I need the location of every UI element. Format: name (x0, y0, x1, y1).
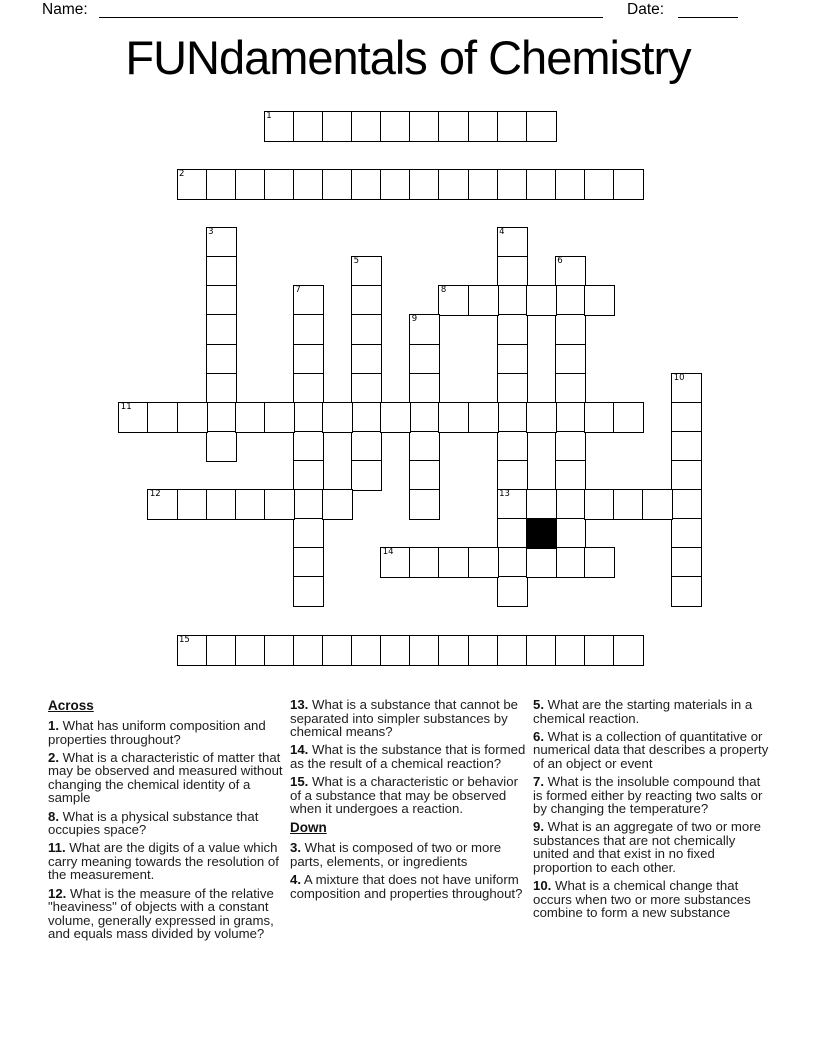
grid-cell[interactable] (206, 256, 237, 287)
grid-cell[interactable] (555, 344, 586, 375)
grid-cell[interactable] (235, 635, 266, 666)
clue-number: 5. (533, 697, 544, 712)
clue-number: 9. (533, 819, 544, 835)
grid-cell[interactable] (671, 518, 702, 549)
grid-cell[interactable] (555, 169, 586, 200)
cell-number: 3 (208, 227, 214, 238)
grid-cell[interactable] (351, 402, 382, 433)
grid-cell[interactable] (526, 285, 557, 316)
grid-cell[interactable] (380, 547, 411, 578)
clue-number: 6. (533, 728, 544, 744)
grid-cell[interactable] (351, 256, 382, 287)
clue-number: 8. (48, 808, 59, 824)
grid-cell[interactable] (409, 460, 440, 491)
grid-cell[interactable] (147, 402, 178, 433)
clue-number: 13. (290, 697, 309, 712)
cell-number: 10 (673, 372, 685, 383)
clue-item: 13. What is a substance that cannot be separated into simpler substances by chemical means? (290, 697, 519, 740)
grid-cell[interactable] (671, 431, 702, 462)
grid-cell[interactable] (293, 169, 324, 200)
grid-cell[interactable] (177, 402, 208, 433)
grid-cell[interactable] (438, 111, 469, 142)
cell-number: 14 (382, 547, 394, 558)
grid-cell[interactable] (409, 431, 440, 462)
grid-cell[interactable] (206, 314, 237, 345)
grid-cell[interactable] (497, 169, 528, 200)
grid-cell[interactable] (206, 344, 237, 375)
clue-number: 4. (290, 871, 301, 887)
puzzle-title: FUNdamentals of Chemistry (125, 31, 691, 84)
grid-cell[interactable] (206, 169, 237, 200)
grid-cell[interactable] (497, 489, 528, 520)
cell-number: 4 (499, 227, 505, 238)
grid-cell[interactable] (584, 547, 615, 578)
grid-cell[interactable] (177, 169, 208, 200)
grid-cell[interactable] (293, 314, 324, 345)
clue-number: 11. (48, 840, 66, 856)
grid-cell[interactable] (468, 111, 499, 142)
grid-cell[interactable] (555, 256, 586, 287)
grid-cell[interactable] (409, 169, 440, 200)
cell-number: 11 (120, 401, 132, 412)
clue-number: 10. (533, 878, 552, 894)
clues-heading-down: Down (290, 820, 327, 836)
grid-cell[interactable] (293, 547, 324, 578)
cell-number: 2 (179, 168, 185, 179)
grid-cell[interactable] (264, 402, 295, 433)
grid-cell[interactable] (351, 169, 382, 200)
grid-cell[interactable] (613, 169, 644, 200)
clue-number: 2. (48, 749, 59, 765)
grid-cell[interactable] (497, 576, 528, 607)
grid-cell[interactable] (438, 547, 469, 578)
grid-cell[interactable] (497, 547, 528, 578)
cell-number: 13 (499, 489, 510, 499)
grid-cell[interactable] (526, 635, 557, 666)
grid-cell[interactable] (264, 111, 295, 142)
clues-column-2 (290, 698, 531, 905)
grid-cell[interactable] (468, 285, 499, 316)
grid-cell[interactable] (497, 256, 528, 287)
grid-cell[interactable] (293, 460, 324, 491)
grid-cell[interactable] (293, 402, 324, 433)
grid-cell[interactable] (555, 373, 586, 404)
grid-cell[interactable] (206, 285, 237, 316)
clue-item: 14. What is the substance that is formed as the result of a chemical reaction? (290, 742, 526, 771)
grid-cell[interactable] (206, 227, 237, 258)
black-cell (526, 518, 557, 549)
grid-cell[interactable] (322, 169, 353, 200)
grid-cell[interactable] (584, 489, 615, 520)
grid-cell[interactable] (584, 169, 615, 200)
clue-number: 12. (48, 885, 67, 901)
grid-cell[interactable] (322, 489, 353, 520)
grid-cell[interactable] (409, 373, 440, 404)
clue-number: 7. (533, 773, 544, 789)
grid-cell[interactable] (293, 285, 324, 316)
clue-number: 14. (290, 742, 309, 758)
grid-cell[interactable] (380, 635, 411, 666)
grid-cell[interactable] (468, 169, 499, 200)
grid-cell[interactable] (293, 518, 324, 549)
grid-cell[interactable] (409, 402, 440, 433)
grid-cell[interactable] (380, 402, 411, 433)
grid-cell[interactable] (497, 460, 528, 491)
grid-cell[interactable] (351, 431, 382, 462)
grid-cell[interactable] (351, 111, 382, 142)
grid-cell[interactable] (351, 285, 382, 316)
clues-column-3 (533, 698, 772, 924)
grid-cell[interactable] (351, 344, 382, 375)
grid-cell[interactable] (526, 111, 557, 142)
grid-cell[interactable] (235, 169, 266, 200)
grid-cell[interactable] (555, 460, 586, 491)
clue-item: 5. What are the starting materials in a chemical reaction. (533, 697, 753, 726)
grid-cell[interactable] (497, 431, 528, 462)
grid-cell[interactable] (293, 111, 324, 142)
cell-number: 7 (295, 285, 301, 296)
grid-cell[interactable] (438, 635, 469, 666)
grid-cell[interactable] (147, 489, 178, 520)
grid-cell[interactable] (468, 547, 499, 578)
grid-cell[interactable] (206, 635, 237, 666)
grid-cell[interactable] (555, 285, 586, 316)
grid-cell[interactable] (497, 314, 528, 345)
clue-number: 1. (48, 718, 59, 733)
clue-item: 15. What is a characteristic or behavior of a substance that may be observed when it undergoes a reaction. (290, 773, 518, 817)
clues-heading-across: Across (48, 698, 94, 713)
grid-cell[interactable] (555, 635, 586, 666)
grid-cell[interactable] (584, 635, 615, 666)
grid-cell[interactable] (671, 547, 702, 578)
grid-cell[interactable] (555, 402, 586, 433)
grid-cell[interactable] (671, 460, 702, 491)
grid-cell[interactable] (497, 227, 528, 258)
grid-cell[interactable] (206, 431, 237, 462)
grid-cell[interactable] (526, 402, 557, 433)
grid-cell[interactable] (555, 489, 586, 520)
grid-cell[interactable] (526, 169, 557, 200)
grid-cell[interactable] (293, 373, 324, 404)
grid-cell[interactable] (642, 489, 673, 520)
grid-cell[interactable] (613, 402, 644, 433)
grid-cell[interactable] (555, 547, 586, 578)
grid-cell[interactable] (380, 169, 411, 200)
clue-item: 3. What is composed of two or more parts, elements, or ingredients (290, 840, 502, 869)
grid-cell[interactable] (497, 344, 528, 375)
grid-cell[interactable] (671, 489, 702, 520)
clues-column-1 (48, 698, 285, 945)
grid-cell[interactable] (438, 402, 469, 433)
grid-cell[interactable] (438, 285, 469, 316)
cell-number: 15 (179, 634, 190, 645)
grid-cell[interactable] (409, 344, 440, 375)
grid-cell[interactable] (671, 576, 702, 607)
grid-cell[interactable] (118, 402, 149, 433)
clue-item: 4. A mixture that does not have uniform composition and properties throughout? (290, 871, 523, 901)
cell-number: 5 (353, 256, 360, 267)
grid-cell[interactable] (206, 402, 237, 433)
clue-item: 7. What is the insoluble compound that is formed either by reacting two salts or by changing the temperature? (533, 773, 763, 817)
grid-cell[interactable] (468, 635, 499, 666)
grid-cell[interactable] (671, 373, 702, 404)
cell-number: 9 (411, 314, 418, 325)
grid-cell[interactable] (264, 635, 295, 666)
grid-cell[interactable] (497, 635, 528, 666)
grid-cell[interactable] (497, 285, 528, 316)
grid-cell[interactable] (206, 373, 237, 404)
grid-cell[interactable] (409, 489, 440, 520)
grid-cell[interactable] (293, 344, 324, 375)
grid-cell[interactable] (671, 402, 702, 433)
grid-cell[interactable] (526, 547, 557, 578)
grid-cell[interactable] (497, 111, 528, 142)
clue-item: 1. What has uniform composition and properties throughout? (48, 718, 266, 747)
cell-number: 12 (149, 489, 161, 499)
clue-item: 6. What is a collection of quantitative or numerical data that describes a property of an object or event (533, 728, 769, 771)
grid-cell[interactable] (293, 576, 324, 607)
clue-item: 11. What are the digits of a value which carry meaning towards the resolution of the measurement. (48, 840, 279, 883)
grid-cell[interactable] (584, 285, 615, 316)
grid-cell[interactable] (322, 635, 353, 666)
grid-cell[interactable] (438, 169, 469, 200)
grid-cell[interactable] (322, 111, 353, 142)
grid-cell[interactable] (206, 489, 237, 520)
cell-number: 1 (266, 110, 272, 121)
grid-cell[interactable] (351, 460, 382, 491)
grid-cell[interactable] (264, 489, 295, 520)
grid-cell[interactable] (409, 314, 440, 345)
grid-cell[interactable] (613, 635, 644, 666)
grid-cell[interactable] (526, 489, 557, 520)
grid-cell[interactable] (613, 489, 644, 520)
grid-cell[interactable] (235, 402, 266, 433)
clue-item: 10. What is a chemical change that occurs when two or more substances combine to form a new substance (533, 878, 751, 921)
grid-cell[interactable] (177, 489, 208, 520)
grid-cell[interactable] (497, 373, 528, 404)
grid-cell[interactable] (409, 111, 440, 142)
grid-cell[interactable] (380, 111, 411, 142)
grid-cell[interactable] (468, 402, 499, 433)
date-label: Date: (627, 1, 665, 18)
grid-cell[interactable] (351, 373, 382, 404)
grid-cell[interactable] (584, 402, 615, 433)
grid-cell[interactable] (409, 635, 440, 666)
grid-cell[interactable] (177, 635, 208, 666)
grid-cell[interactable] (293, 431, 324, 462)
clue-item: 12. What is the measure of the relative "heaviness" of objects with a constant volume, generally expressed in grams, and equals mass divided by volume? (48, 885, 274, 942)
grid-cell[interactable] (555, 431, 586, 462)
grid-cell[interactable] (409, 547, 440, 578)
clue-item: 8. What is a physical substance that occupies space? (48, 808, 259, 838)
grid-cell[interactable] (293, 635, 324, 666)
grid-cell[interactable] (555, 518, 586, 549)
clue-item: 9. What is an aggregate of two or more substances that are not chemically united and that exist in no fixed proportion to each other. (533, 819, 761, 876)
clue-item: 2. What is a characteristic of matter that may be observed and measured without changing the chemical identity of a sample (48, 749, 283, 806)
clue-number: 3. (290, 840, 301, 856)
grid-cell[interactable] (264, 169, 295, 200)
clue-number: 15. (290, 773, 309, 789)
cell-number: 8 (440, 285, 447, 296)
grid-cell[interactable] (351, 635, 382, 666)
grid-cell[interactable] (497, 518, 528, 549)
cell-number: 6 (557, 256, 563, 267)
grid-cell[interactable] (555, 314, 586, 345)
name-label: Name: (42, 1, 88, 18)
grid-cell[interactable] (293, 489, 324, 520)
grid-cell[interactable] (235, 489, 266, 520)
grid-cell[interactable] (322, 402, 353, 433)
grid-cell[interactable] (351, 314, 382, 345)
grid-cell[interactable] (497, 402, 528, 433)
